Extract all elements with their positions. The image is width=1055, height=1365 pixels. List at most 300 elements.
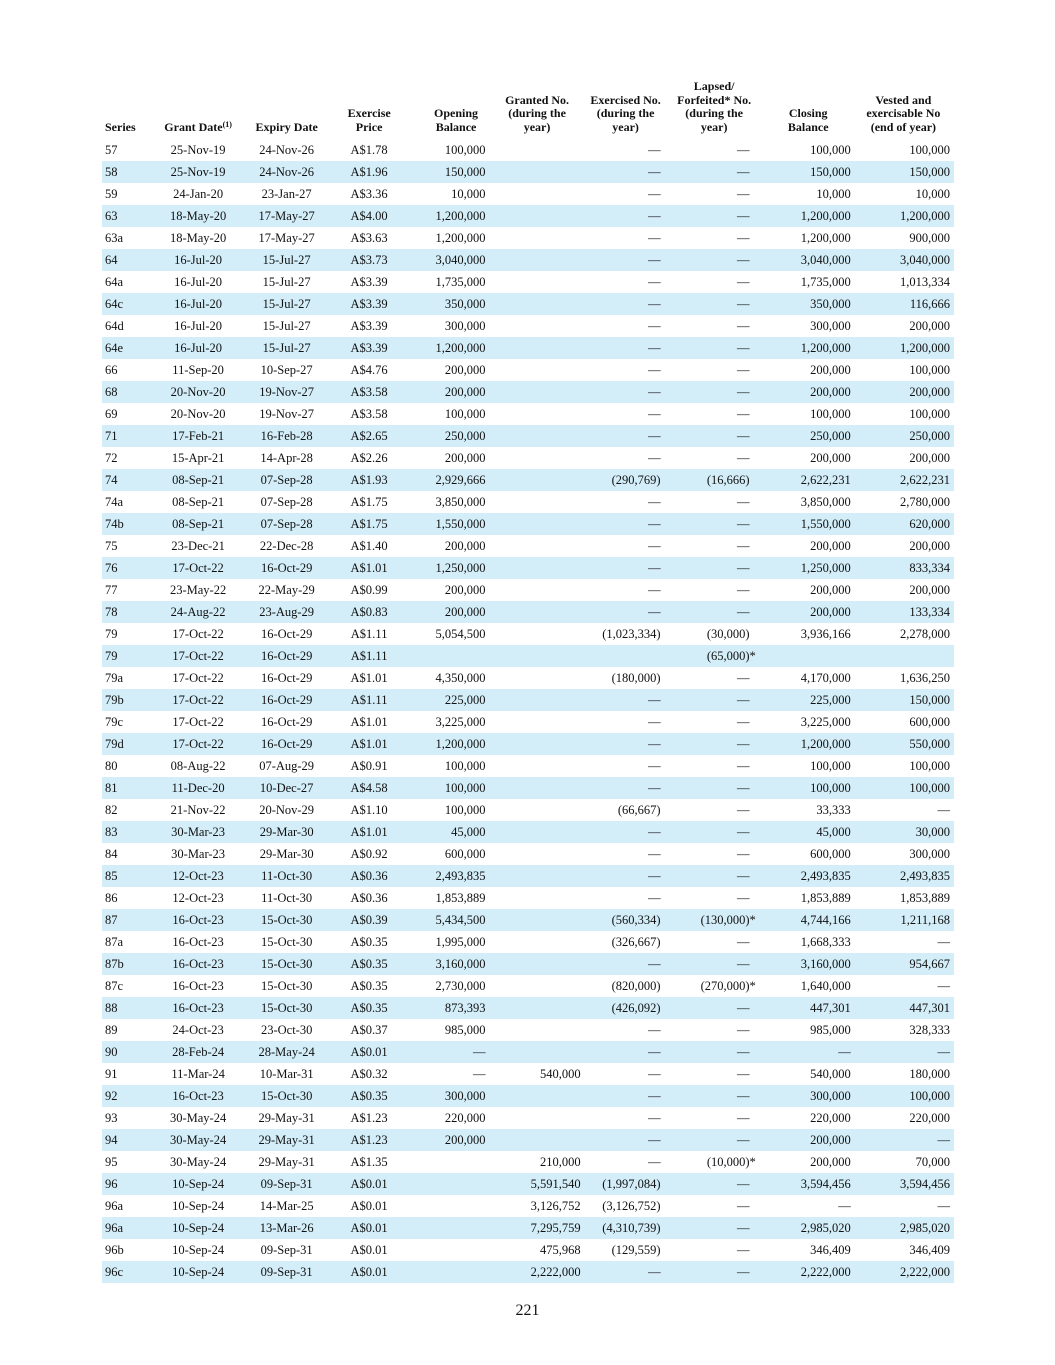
row-forfeited-marker: [750, 557, 764, 579]
row-closing-balance: 100,000: [810, 142, 851, 157]
row-exercise-price: A$1.11: [330, 689, 409, 711]
row-opening-balance: 1,200,000: [409, 733, 492, 755]
row-expiry-date: 24-Nov-26: [244, 161, 330, 183]
row-exercise-price: A$1.75: [330, 513, 409, 535]
table-row: [102, 777, 954, 799]
row-granted: [492, 733, 583, 755]
row-exercised: —: [583, 1041, 669, 1063]
row-granted: [492, 161, 583, 183]
row-closing-balance: 3,850,000: [800, 494, 851, 509]
row-opening-balance: 200,000: [444, 362, 486, 377]
row-lapsed: —: [737, 1242, 750, 1257]
row-granted: [492, 513, 583, 535]
row-lapsed: —: [669, 953, 750, 975]
row-expiry-date: 09-Sep-31: [244, 1173, 330, 1195]
row-opening-balance: [409, 1173, 492, 1195]
row-expiry-date: 24-Nov-26: [259, 142, 315, 157]
row-exercised: —: [648, 186, 661, 201]
row-grant-date: 16-Jul-20: [174, 274, 223, 289]
row-series: 66: [105, 362, 118, 377]
row-opening-balance: 1,853,889: [435, 890, 486, 905]
row-opening-balance: 250,000: [409, 425, 492, 447]
row-expiry-date: 23-Aug-29: [244, 601, 330, 623]
row-grant-date: 16-Oct-23: [153, 997, 244, 1019]
row-vested: 180,000: [909, 1066, 950, 1081]
row-lapsed: —: [737, 1066, 750, 1081]
row-forfeited-marker: [750, 1129, 764, 1151]
row-exercised: —: [583, 337, 669, 359]
row-opening-balance: 1,200,000: [409, 205, 492, 227]
row-vested: 1,200,000: [853, 337, 954, 359]
page-number: 221: [515, 1302, 540, 1319]
table-row: [102, 689, 954, 711]
row-expiry-date: 15-Oct-30: [260, 978, 313, 993]
row-forfeited-marker: *: [749, 978, 756, 993]
row-granted: 3,126,752: [530, 1198, 581, 1213]
row-closing-balance: 200,000: [764, 381, 853, 403]
row-opening-balance: 1,250,000: [409, 557, 492, 579]
row-expiry-date: 16-Feb-28: [244, 425, 330, 447]
row-lapsed: —: [737, 538, 750, 553]
row-granted: [492, 777, 583, 799]
row-grant-date: 17-Oct-22: [153, 557, 244, 579]
table-row: [102, 227, 954, 249]
row-lapsed: —: [737, 890, 750, 905]
row-opening-balance: 200,000: [444, 538, 486, 553]
row-granted: [492, 249, 583, 271]
table-row: [102, 997, 954, 1019]
row-exercised: —: [583, 249, 669, 271]
row-grant-date: 17-Oct-22: [153, 645, 244, 667]
row-granted: [492, 997, 583, 1019]
header-exercise-price: Exercise Price: [347, 106, 391, 134]
row-expiry-date: 10-Sep-27: [260, 362, 313, 377]
row-exercise-price: A$3.58: [330, 381, 409, 403]
row-grant-date: 25-Nov-19: [170, 142, 226, 157]
row-exercise-price: A$0.36: [330, 865, 409, 887]
row-series: 87b: [102, 953, 153, 975]
table-row: [102, 491, 954, 513]
row-lapsed: —: [669, 1085, 750, 1107]
row-expiry-date: 07-Aug-29: [259, 758, 315, 773]
row-lapsed: —: [737, 670, 750, 685]
row-lapsed: —: [669, 865, 750, 887]
row-exercise-price: A$2.26: [350, 450, 388, 465]
row-lapsed: —: [737, 494, 750, 509]
row-opening-balance: [409, 645, 492, 667]
row-expiry-date: 15-Oct-30: [244, 997, 330, 1019]
row-forfeited-marker: [750, 161, 764, 183]
row-series: 91: [105, 1066, 118, 1081]
row-lapsed: —: [737, 406, 750, 421]
row-granted: [492, 1019, 583, 1041]
row-lapsed: —: [737, 1022, 750, 1037]
row-closing-balance: 350,000: [764, 293, 853, 315]
row-expiry-date: 16-Oct-29: [244, 557, 330, 579]
row-granted: [492, 975, 583, 997]
row-forfeited-marker: [750, 931, 764, 953]
row-series: 96: [102, 1173, 153, 1195]
row-exercise-price: A$0.32: [350, 1066, 388, 1081]
row-closing-balance: 1,200,000: [764, 205, 853, 227]
row-closing-balance: 2,622,231: [764, 469, 853, 491]
row-forfeited-marker: [750, 425, 764, 447]
row-exercise-price: A$0.35: [330, 1085, 409, 1107]
row-series: 85: [102, 865, 153, 887]
row-series: 64: [102, 249, 153, 271]
row-closing-balance: [764, 645, 853, 667]
row-exercised: —: [648, 230, 661, 245]
row-lapsed: —: [669, 425, 750, 447]
row-series: 79: [102, 645, 153, 667]
row-series: 93: [105, 1110, 118, 1125]
row-vested: 1,200,000: [853, 205, 954, 227]
row-opening-balance: 200,000: [409, 1129, 492, 1151]
row-grant-date: 08-Sep-21: [153, 513, 244, 535]
row-series: 78: [102, 601, 153, 623]
row-closing-balance: 1,250,000: [764, 557, 853, 579]
row-vested: —: [937, 802, 950, 817]
row-opening-balance: 1,735,000: [435, 274, 486, 289]
row-vested: 200,000: [909, 582, 950, 597]
row-granted: [492, 667, 583, 689]
row-expiry-date: 15-Oct-30: [244, 909, 330, 931]
row-exercise-price: A$0.35: [330, 953, 409, 975]
row-series: 68: [102, 381, 153, 403]
row-lapsed: —: [669, 601, 750, 623]
row-opening-balance: 1,550,000: [409, 513, 492, 535]
row-forfeited-marker: [750, 1239, 764, 1261]
table-row: [102, 183, 954, 205]
row-exercised: —: [648, 1154, 661, 1169]
row-series: 96a: [105, 1198, 124, 1213]
row-vested: 620,000: [853, 513, 954, 535]
row-exercised: —: [648, 494, 661, 509]
row-closing-balance: 3,160,000: [764, 953, 853, 975]
row-series: 74a: [105, 494, 124, 509]
row-closing-balance: 200,000: [810, 582, 851, 597]
row-vested: 200,000: [909, 538, 950, 553]
row-exercised: —: [648, 538, 661, 553]
row-exercise-price: A$3.58: [350, 406, 388, 421]
row-exercise-price: A$1.10: [350, 802, 388, 817]
table-row: [102, 403, 954, 425]
row-exercise-price: A$1.11: [330, 645, 409, 667]
row-closing-balance: 45,000: [764, 821, 853, 843]
table-row: [102, 931, 954, 953]
row-vested: 200,000: [909, 318, 950, 333]
row-grant-date: 23-May-22: [169, 582, 227, 597]
row-forfeited-marker: [750, 1085, 764, 1107]
row-exercised: (66,667): [617, 802, 661, 817]
row-granted: [492, 1041, 583, 1063]
row-granted: [492, 491, 583, 513]
row-grant-date: 12-Oct-23: [172, 890, 224, 905]
row-granted: 5,591,540: [492, 1173, 583, 1195]
row-exercise-price: A$1.35: [350, 1154, 388, 1169]
table-row: [102, 271, 954, 293]
row-closing-balance: 985,000: [810, 1022, 851, 1037]
row-lapsed: —: [669, 1261, 750, 1283]
row-opening-balance: [409, 1217, 492, 1239]
table-row: [102, 1195, 954, 1217]
table-row: [102, 557, 954, 579]
row-exercise-price: A$0.39: [330, 909, 409, 931]
table-row: [102, 425, 954, 447]
row-series: 80: [105, 758, 118, 773]
row-exercised: —: [583, 733, 669, 755]
row-vested: 220,000: [909, 1110, 950, 1125]
row-grant-date: 10-Sep-24: [153, 1173, 244, 1195]
row-granted: [492, 953, 583, 975]
row-lapsed: (270,000): [700, 978, 750, 993]
row-grant-date: 23-Dec-21: [171, 538, 225, 553]
row-opening-balance: 300,000: [444, 318, 486, 333]
row-forfeited-marker: [750, 843, 764, 865]
row-expiry-date: 22-May-29: [258, 582, 315, 597]
row-grant-date: 30-May-24: [169, 1154, 227, 1169]
row-expiry-date: 29-May-31: [244, 1129, 330, 1151]
row-closing-balance: 1,640,000: [800, 978, 851, 993]
row-exercised: —: [583, 1129, 669, 1151]
row-grant-date: 21-Nov-22: [170, 802, 226, 817]
row-vested: 833,334: [853, 557, 954, 579]
row-closing-balance: 200,000: [764, 1129, 853, 1151]
row-granted: [492, 315, 583, 337]
row-forfeited-marker: [750, 887, 764, 909]
row-lapsed: —: [737, 362, 750, 377]
row-expiry-date: 19-Nov-27: [244, 381, 330, 403]
row-exercise-price: A$1.23: [330, 1129, 409, 1151]
row-expiry-date: 14-Mar-25: [259, 1198, 314, 1213]
row-granted: [492, 601, 583, 623]
row-series: 82: [105, 802, 118, 817]
row-exercise-price: A$1.01: [350, 714, 388, 729]
table-row: [102, 1063, 954, 1085]
row-closing-balance: 1,550,000: [764, 513, 853, 535]
row-grant-date: 17-Oct-22: [153, 733, 244, 755]
header-series: Series: [105, 119, 136, 134]
row-closing-balance: 3,594,456: [764, 1173, 853, 1195]
row-expiry-date: 29-Mar-30: [244, 821, 330, 843]
row-lapsed: —: [669, 205, 750, 227]
row-exercised: —: [583, 425, 669, 447]
row-series: 86: [105, 890, 118, 905]
row-opening-balance: 1,995,000: [435, 934, 486, 949]
row-closing-balance: 200,000: [810, 450, 851, 465]
row-forfeited-marker: [750, 1107, 764, 1129]
table-row: [102, 733, 954, 755]
row-granted: [492, 535, 583, 557]
row-opening-balance: 100,000: [444, 758, 486, 773]
table-row: [102, 821, 954, 843]
table-row: [102, 381, 954, 403]
table-row: [102, 667, 954, 689]
table-row: [102, 909, 954, 931]
row-grant-date: 18-May-20: [153, 205, 244, 227]
row-closing-balance: 1,200,000: [800, 230, 851, 245]
row-forfeited-marker: [750, 1019, 764, 1041]
row-forfeited-marker: [750, 337, 764, 359]
row-closing-balance: 200,000: [810, 1154, 851, 1169]
table-row: [102, 887, 954, 909]
row-granted: [492, 711, 583, 733]
row-granted: [492, 865, 583, 887]
row-granted: [492, 1129, 583, 1151]
row-opening-balance: [409, 1195, 492, 1217]
row-expiry-date: 17-May-27: [258, 230, 315, 245]
table-row: [102, 447, 954, 469]
row-grant-date: 16-Oct-23: [153, 953, 244, 975]
row-lapsed: —: [737, 450, 750, 465]
row-exercised: (326,667): [611, 934, 661, 949]
row-vested: 2,985,020: [853, 1217, 954, 1239]
row-exercise-price: A$0.99: [350, 582, 388, 597]
row-grant-date: 16-Jul-20: [174, 318, 223, 333]
row-series: 77: [105, 582, 118, 597]
row-lapsed: —: [669, 997, 750, 1019]
row-forfeited-marker: [750, 469, 764, 491]
row-exercise-price: A$3.39: [330, 337, 409, 359]
row-exercised: —: [648, 846, 661, 861]
table-row: [102, 799, 954, 821]
row-exercised: —: [583, 953, 669, 975]
row-vested: 1,853,889: [900, 890, 950, 905]
row-vested: 2,222,000: [853, 1261, 954, 1283]
row-closing-balance: 1,735,000: [800, 274, 851, 289]
row-exercise-price: A$4.58: [330, 777, 409, 799]
row-lapsed: —: [669, 293, 750, 315]
row-vested: 900,000: [909, 230, 950, 245]
row-vested: 100,000: [909, 362, 950, 377]
row-expiry-date: 16-Oct-29: [260, 626, 313, 641]
row-forfeited-marker: [750, 689, 764, 711]
row-series: 69: [105, 406, 118, 421]
table-row: [102, 1261, 954, 1283]
row-vested: 2,493,835: [853, 865, 954, 887]
row-opening-balance: 150,000: [409, 161, 492, 183]
row-grant-date: 30-Mar-23: [153, 821, 244, 843]
row-vested: 1,636,250: [900, 670, 950, 685]
row-exercised: —: [648, 362, 661, 377]
row-lapsed: —: [669, 1217, 750, 1239]
row-opening-balance: 100,000: [444, 142, 486, 157]
row-exercise-price: A$1.01: [330, 821, 409, 843]
row-grant-date: 30-Mar-23: [171, 846, 226, 861]
table-row: [102, 975, 954, 997]
row-vested: —: [853, 1129, 954, 1151]
row-exercised: —: [583, 689, 669, 711]
row-granted: [492, 381, 583, 403]
row-expiry-date: 28-May-24: [244, 1041, 330, 1063]
row-vested: 150,000: [853, 161, 954, 183]
row-vested: 2,278,000: [900, 626, 950, 641]
row-vested: 100,000: [909, 142, 950, 157]
row-opening-balance: 10,000: [451, 186, 486, 201]
row-series: 79d: [102, 733, 153, 755]
row-expiry-date: 15-Jul-27: [262, 274, 311, 289]
row-grant-date: 30-May-24: [153, 1129, 244, 1151]
row-vested: 250,000: [853, 425, 954, 447]
row-expiry-date: 23-Oct-30: [260, 1022, 313, 1037]
row-series: 71: [102, 425, 153, 447]
row-forfeited-marker: [750, 667, 764, 689]
row-grant-date: 08-Sep-21: [153, 469, 244, 491]
row-series: 64d: [105, 318, 124, 333]
row-granted: [492, 909, 583, 931]
row-opening-balance: —: [409, 1041, 492, 1063]
row-forfeited-marker: [750, 249, 764, 271]
table-row: [102, 1019, 954, 1041]
row-granted: 7,295,759: [492, 1217, 583, 1239]
table-row: [102, 645, 954, 667]
row-granted: 210,000: [539, 1154, 581, 1169]
row-granted: 2,222,000: [492, 1261, 583, 1283]
row-grant-date: 10-Sep-24: [153, 1217, 244, 1239]
row-granted: [492, 799, 583, 821]
row-closing-balance: 300,000: [810, 318, 851, 333]
row-expiry-date: 07-Sep-28: [244, 513, 330, 535]
header-expiry-date: Expiry Date: [255, 119, 318, 134]
row-vested: 200,000: [909, 450, 950, 465]
row-expiry-date: 16-Oct-29: [244, 733, 330, 755]
row-granted: [492, 403, 583, 425]
row-closing-balance: 1,200,000: [764, 733, 853, 755]
table-row: [102, 337, 954, 359]
row-forfeited-marker: [750, 1261, 764, 1283]
row-forfeited-marker: [750, 139, 764, 161]
row-lapsed: —: [669, 513, 750, 535]
row-vested: 70,000: [915, 1154, 950, 1169]
row-closing-balance: 250,000: [764, 425, 853, 447]
row-opening-balance: 3,225,000: [435, 714, 486, 729]
row-exercised: (1,023,334): [602, 626, 661, 641]
row-exercised: (4,310,739): [583, 1217, 669, 1239]
row-grant-date: 17-Oct-22: [153, 689, 244, 711]
row-closing-balance: 1,200,000: [764, 337, 853, 359]
row-granted: [492, 469, 583, 491]
row-vested: —: [937, 978, 950, 993]
row-closing-balance: 4,744,166: [764, 909, 853, 931]
row-opening-balance: 45,000: [409, 821, 492, 843]
row-closing-balance: 1,668,333: [800, 934, 851, 949]
row-expiry-date: 16-Oct-29: [244, 645, 330, 667]
row-exercise-price: A$0.91: [350, 758, 388, 773]
row-forfeited-marker: [750, 513, 764, 535]
row-grant-date: 16-Jul-20: [153, 293, 244, 315]
row-exercised: (290,769): [583, 469, 669, 491]
row-closing-balance: 2,222,000: [764, 1261, 853, 1283]
row-series: 74: [102, 469, 153, 491]
row-vested: 3,594,456: [853, 1173, 954, 1195]
row-closing-balance: 10,000: [816, 186, 851, 201]
row-expiry-date: 14-Apr-28: [260, 450, 313, 465]
row-vested: 133,334: [853, 601, 954, 623]
row-series: 96c: [102, 1261, 153, 1283]
row-vested: 100,000: [909, 406, 950, 421]
row-grant-date: 16-Oct-23: [172, 934, 224, 949]
row-closing-balance: 4,170,000: [800, 670, 851, 685]
row-expiry-date: 10-Mar-31: [259, 1066, 314, 1081]
row-grant-date: 20-Nov-20: [153, 381, 244, 403]
row-grant-date: 17-Oct-22: [172, 670, 224, 685]
row-vested: —: [937, 934, 950, 949]
row-exercised: —: [583, 557, 669, 579]
table-row: [102, 711, 954, 733]
row-expiry-date: 29-Mar-30: [259, 846, 314, 861]
row-closing-balance: 300,000: [764, 1085, 853, 1107]
row-opening-balance: 600,000: [444, 846, 486, 861]
